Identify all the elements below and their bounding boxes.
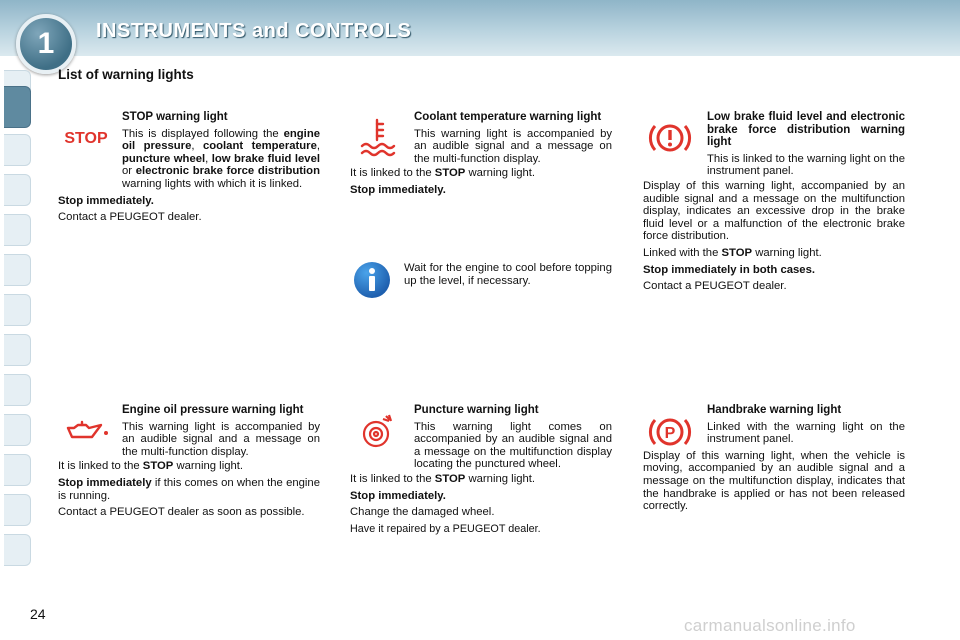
info-note-text: Wait for the engine to cool before topping up the level, if necessary. bbox=[404, 262, 612, 287]
side-tab[interactable] bbox=[4, 494, 31, 526]
puncture-change-wheel: Change the damaged wheel. bbox=[350, 506, 495, 519]
oil-contact: Contact a PEUGEOT dealer as soon as possible. bbox=[58, 506, 305, 519]
side-tab[interactable] bbox=[4, 214, 31, 246]
svg-text:P: P bbox=[664, 425, 676, 442]
puncture-heading: Puncture warning light bbox=[414, 404, 539, 416]
svg-text:STOP: STOP bbox=[64, 130, 108, 147]
coolant-description: This warning light is accompanied by an audible signal and a message on the multi-function display. bbox=[414, 127, 612, 165]
puncture-linked: It is linked to the STOP warning light. bbox=[350, 472, 536, 485]
side-tab[interactable] bbox=[4, 334, 31, 366]
brake-description: Display of this warning light, accompanied by an audible signal and a message on the multifunction display, indicates an excessive drop in the brake fluid level or a malfunction of the electronic brake force distribution. bbox=[643, 179, 905, 243]
side-tab[interactable] bbox=[4, 254, 31, 286]
brake-heading: Low brake fluid level and electronic brake force distribution warning light bbox=[707, 111, 905, 149]
chapter-header bbox=[0, 0, 960, 60]
stop-warning-section bbox=[58, 111, 320, 228]
puncture-action: Stop immediately. bbox=[350, 489, 446, 502]
side-tab[interactable] bbox=[4, 414, 31, 446]
oil-description: This warning light is accompanied by an audible signal and a message on the multi-function display. bbox=[122, 420, 320, 458]
stop-action: Stop immediately. bbox=[58, 194, 154, 207]
coolant-linked: It is linked to the STOP warning light. bbox=[350, 167, 536, 180]
coolant-action: Stop immediately. bbox=[350, 183, 446, 196]
stop-description: This is displayed following the engine oil pressure, coolant temperature, puncture wheel, low brake fluid level or electronic brake force distribution warning lights with which it is linked. bbox=[122, 127, 321, 190]
coolant-heading: Coolant temperature warning light bbox=[414, 111, 602, 123]
stop-heading: STOP warning light bbox=[122, 111, 228, 123]
stop-contact: Contact a PEUGEOT dealer. bbox=[58, 211, 202, 224]
brake-linked-panel: This is linked to the warning light on the instrument panel. bbox=[707, 152, 905, 178]
puncture-repair: Have it repaired by a PEUGEOT dealer. bbox=[350, 522, 541, 535]
section-title: List of warning lights bbox=[58, 67, 194, 82]
coolant-warning-section bbox=[350, 111, 612, 201]
watermark: carmanualsonline.info bbox=[684, 616, 856, 635]
info-icon bbox=[352, 260, 392, 300]
handbrake-heading: Handbrake warning light bbox=[707, 404, 842, 416]
brake-linked-stop: Linked with the STOP warning light. bbox=[643, 246, 822, 259]
chapter-number-badge: 1 bbox=[16, 14, 76, 74]
side-tab[interactable] bbox=[4, 174, 31, 206]
brake-contact: Contact a PEUGEOT dealer. bbox=[643, 280, 787, 293]
side-tab[interactable] bbox=[4, 374, 31, 406]
handbrake-linked: Linked with the warning light on the instrument panel. bbox=[707, 420, 905, 446]
side-tab-active[interactable] bbox=[4, 86, 31, 128]
side-tab[interactable] bbox=[4, 134, 31, 166]
handbrake-warning-section bbox=[643, 404, 905, 517]
side-tab[interactable] bbox=[4, 534, 31, 566]
side-tab[interactable] bbox=[4, 294, 31, 326]
oil-linked: It is linked to the STOP warning light. bbox=[58, 460, 244, 473]
brake-warning-section bbox=[643, 111, 905, 297]
puncture-description: This warning light comes on accompanied by an audible signal and a message on the multifunction display locating the punctured wheel. bbox=[414, 420, 612, 471]
chapter-side-tabs bbox=[0, 70, 34, 580]
info-note bbox=[404, 262, 612, 291]
oil-action: Stop immediately if this comes on when the engine is running. bbox=[58, 476, 320, 502]
oil-pressure-warning-section bbox=[58, 404, 320, 523]
puncture-warning-section bbox=[350, 404, 612, 539]
side-tab[interactable] bbox=[4, 454, 31, 486]
chapter-title: INSTRUMENTS and CONTROLS bbox=[96, 20, 412, 42]
brake-action: Stop immediately in both cases. bbox=[643, 263, 816, 276]
handbrake-description: Display of this warning light, when the vehicle is moving, accompanied by an audible signal and a message on the multifunction display, indicates that the handbrake is applied or has not been released correctly. bbox=[643, 449, 905, 513]
page-number: 24 bbox=[30, 606, 46, 622]
oil-heading: Engine oil pressure warning light bbox=[122, 404, 304, 416]
